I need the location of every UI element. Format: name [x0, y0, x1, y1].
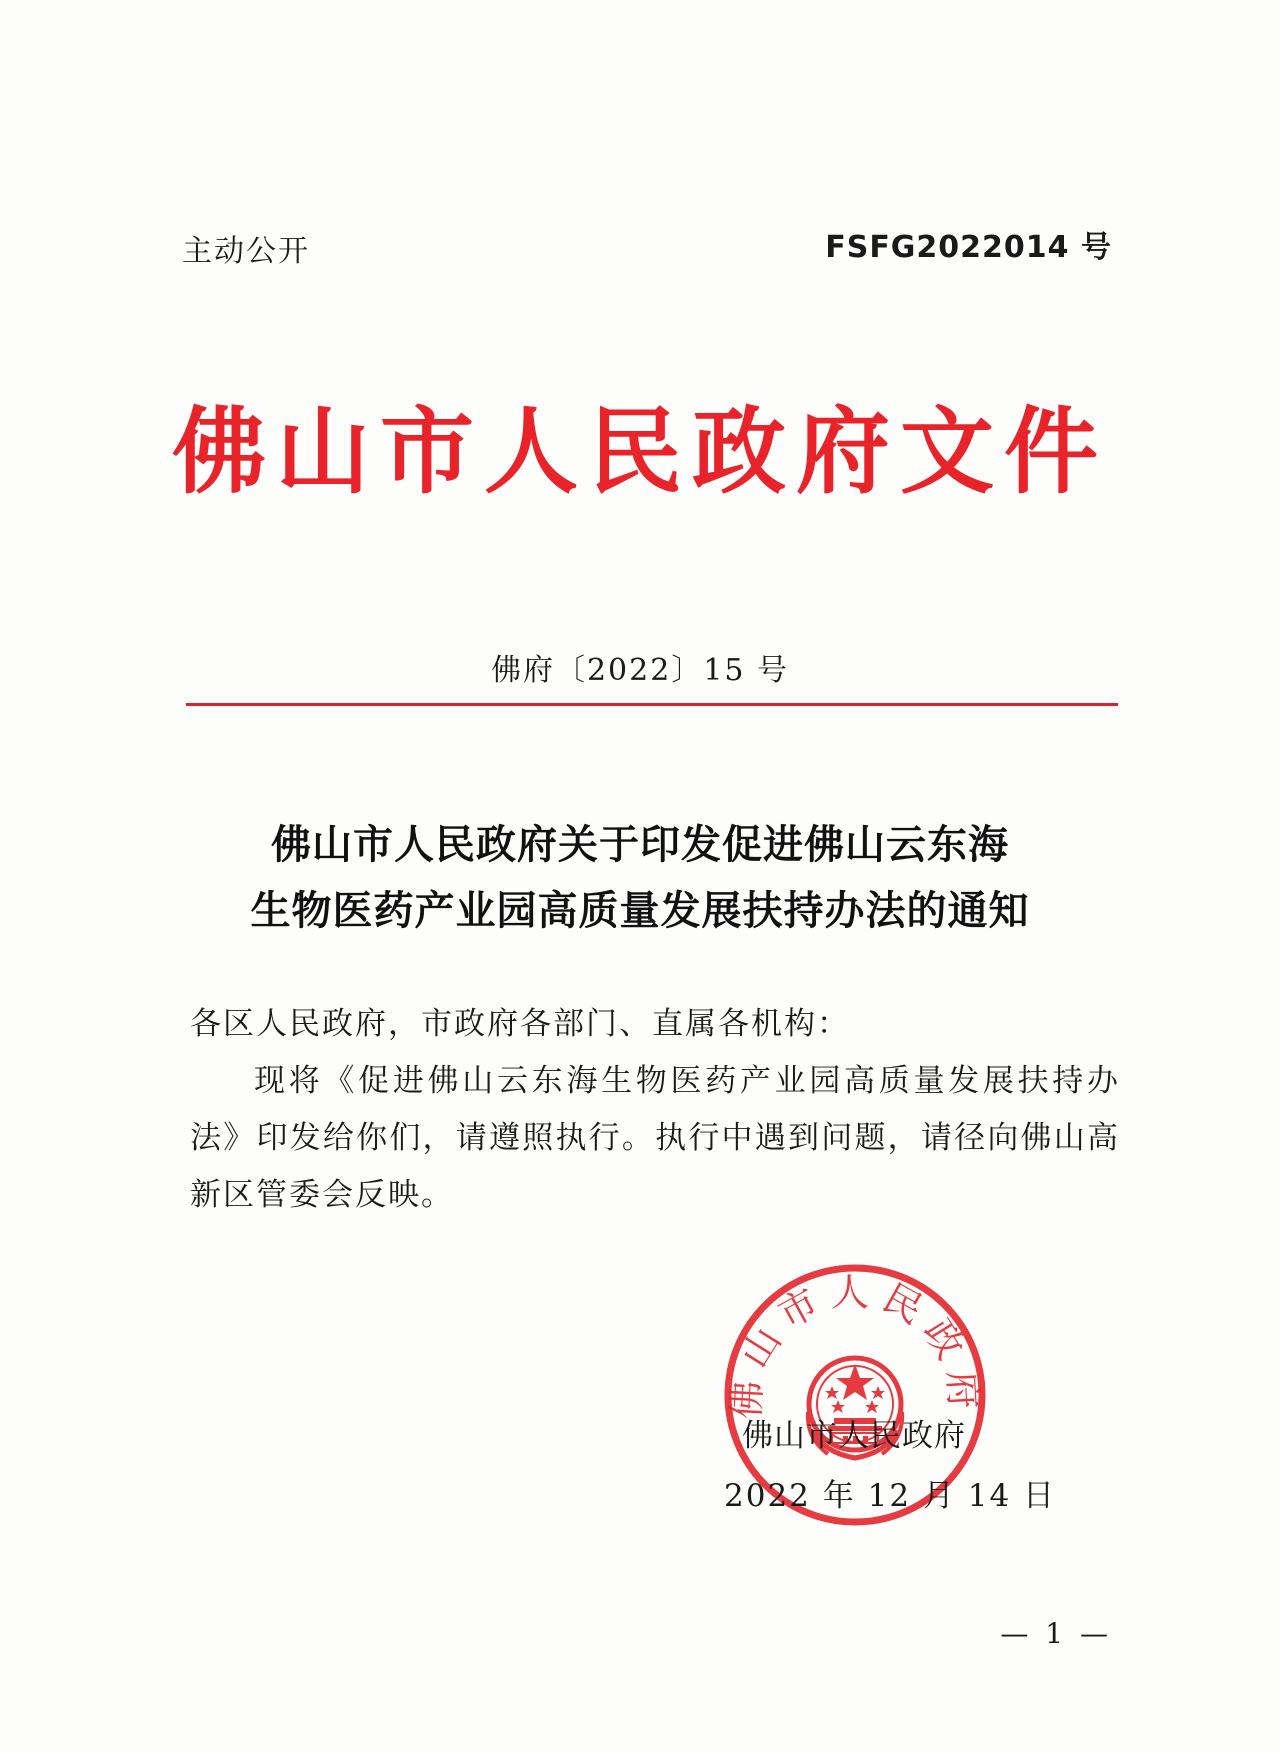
issue-date: 2022 年 12 月 14 日	[724, 1478, 1057, 1514]
red-divider-line	[186, 703, 1118, 706]
file-code: FSFG2022014 号	[825, 230, 1112, 265]
title-line-2: 生物医药产业园高质量发展扶持办法的通知	[250, 887, 1030, 934]
signer-name: 佛山市人民政府	[742, 1418, 966, 1454]
seal-ring-text: 佛山市人民政府	[723, 1270, 987, 1421]
body-paragraph: 现将《促进佛山云东海生物医药产业园高质量发展扶持办法》印发给你们，请遵照执行。执行中遇到问题，请径向佛山高新区管委会反映。	[190, 1063, 1120, 1213]
disclosure-label: 主动公开	[182, 234, 310, 269]
document-body	[190, 996, 1120, 1224]
title-line-1: 佛山市人民政府关于印发促进佛山云东海	[271, 821, 1009, 868]
red-letterhead: 佛山市人民政府文件	[171, 397, 1108, 507]
page-number: — 1 —	[1000, 1617, 1112, 1650]
document-title	[0, 812, 1280, 944]
addressee-line: 各区人民政府，市政府各部门、直属各机构：	[190, 1006, 850, 1042]
document-number: 佛府〔2022〕15 号	[490, 653, 790, 688]
